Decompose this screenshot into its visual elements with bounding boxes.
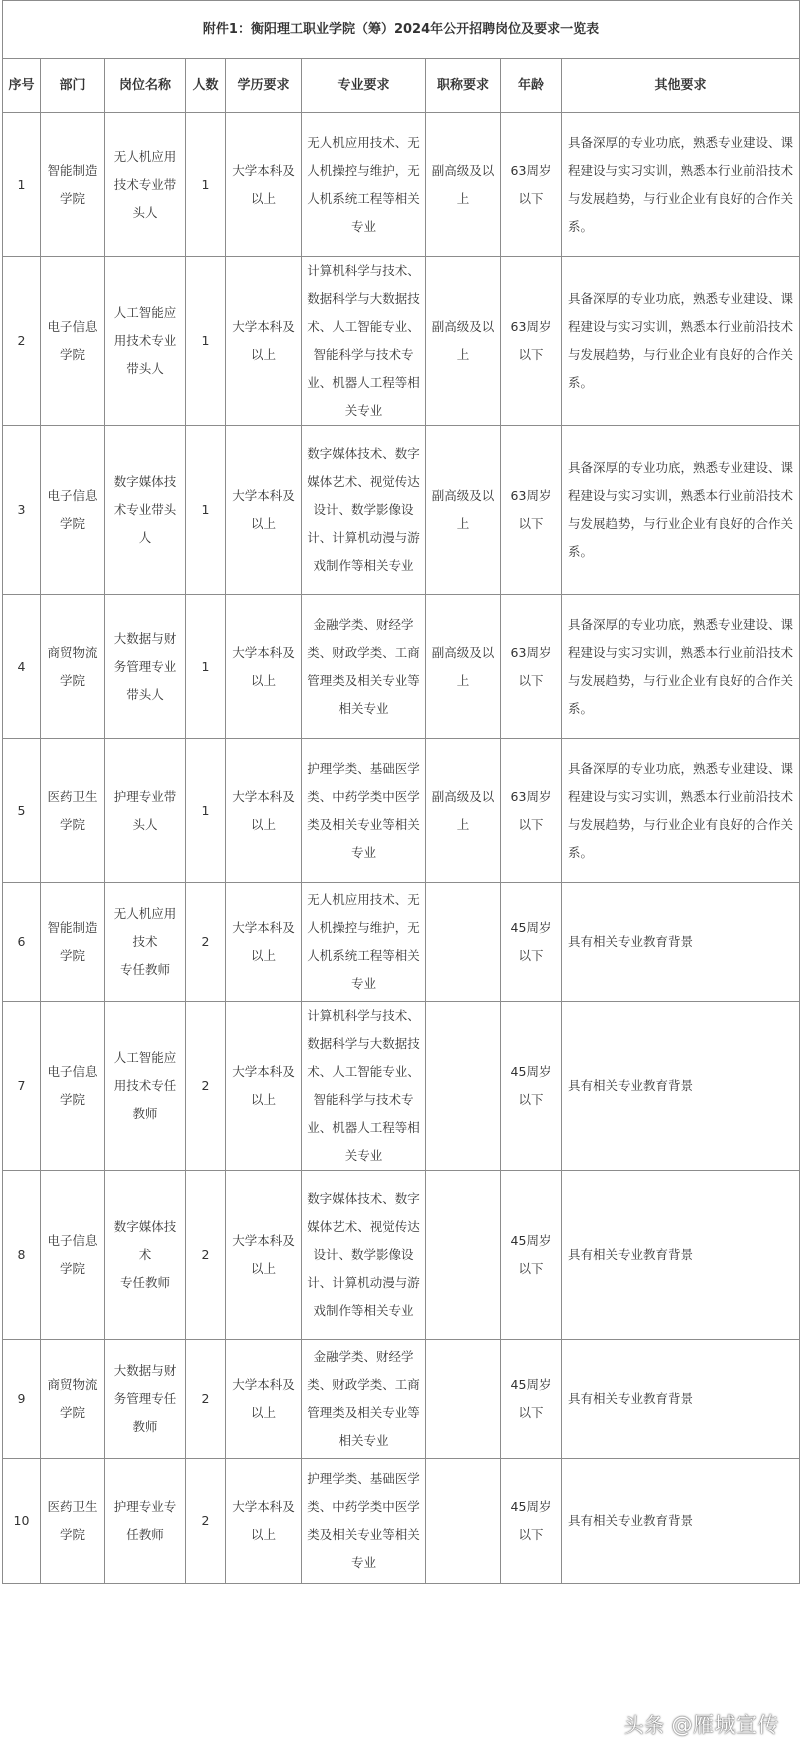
education-requirement: 大学本科及以上 — [226, 595, 302, 739]
education-requirement: 大学本科及以上 — [226, 1002, 302, 1171]
department: 智能制造学院 — [41, 113, 105, 257]
position-name: 大数据与财务管理专任教师 — [105, 1340, 186, 1459]
other-requirement: 具有相关专业教育背景 — [562, 1340, 800, 1459]
title-requirement: 副高级及以上 — [426, 595, 501, 739]
recruitment-table — [2, 0, 800, 1584]
age-requirement: 45周岁以下 — [501, 1340, 562, 1459]
major-requirement: 数字媒体技术、数字媒体艺术、视觉传达设计、数学影像设计、计算机动漫与游戏制作等相关专业 — [302, 1171, 426, 1340]
header-education: 学历要求 — [226, 59, 302, 113]
table-title: 附件1：衡阳理工职业学院（筹）2024年公开招聘岗位及要求一览表 — [3, 1, 800, 59]
age-requirement: 63周岁以下 — [501, 113, 562, 257]
headcount: 2 — [186, 1340, 226, 1459]
headcount: 1 — [186, 257, 226, 426]
title-requirement — [426, 883, 501, 1002]
header-position: 岗位名称 — [105, 59, 186, 113]
table-row — [3, 1002, 800, 1171]
department: 医药卫生学院 — [41, 739, 105, 883]
age-requirement: 45周岁以下 — [501, 1459, 562, 1584]
education-requirement: 大学本科及以上 — [226, 1171, 302, 1340]
header-row — [3, 59, 800, 113]
department: 电子信息学院 — [41, 257, 105, 426]
headcount: 1 — [186, 595, 226, 739]
position-name: 数字媒体技术 专任教师 — [105, 1171, 186, 1340]
table-row — [3, 1171, 800, 1340]
education-requirement: 大学本科及以上 — [226, 426, 302, 595]
header-age: 年龄 — [501, 59, 562, 113]
row-number: 6 — [3, 883, 41, 1002]
watermark-prefix: 头条 — [623, 1713, 665, 1737]
watermark — [624, 1709, 779, 1739]
other-requirement: 具有相关专业教育背景 — [562, 1459, 800, 1584]
education-requirement: 大学本科及以上 — [226, 1459, 302, 1584]
row-number: 4 — [3, 595, 41, 739]
table-row — [3, 113, 800, 257]
major-requirement: 护理学类、基础医学类、中药学类中医学类及相关专业等相关专业 — [302, 1459, 426, 1584]
other-requirement: 具备深厚的专业功底，熟悉专业建设、课程建设与实习实训，熟悉本行业前沿技术与发展趋势，与行业企业有良好的合作关系。 — [562, 739, 800, 883]
row-number: 5 — [3, 739, 41, 883]
position-name: 数字媒体技术专业带头人 — [105, 426, 186, 595]
education-requirement: 大学本科及以上 — [226, 257, 302, 426]
row-number: 7 — [3, 1002, 41, 1171]
header-other: 其他要求 — [562, 59, 800, 113]
department: 电子信息学院 — [41, 1002, 105, 1171]
other-requirement: 具有相关专业教育背景 — [562, 883, 800, 1002]
other-requirement: 具备深厚的专业功底，熟悉专业建设、课程建设与实习实训，熟悉本行业前沿技术与发展趋势，与行业企业有良好的合作关系。 — [562, 257, 800, 426]
major-requirement: 金融学类、财经学类、财政学类、工商管理类及相关专业等相关专业 — [302, 595, 426, 739]
major-requirement: 护理学类、基础医学类、中药学类中医学类及相关专业等相关专业 — [302, 739, 426, 883]
age-requirement: 63周岁以下 — [501, 257, 562, 426]
major-requirement: 计算机科学与技术、数据科学与大数据技术、人工智能专业、智能科学与技术专业、机器人工程等相关专业 — [302, 257, 426, 426]
headcount: 1 — [186, 426, 226, 595]
other-requirement: 具有相关专业教育背景 — [562, 1002, 800, 1171]
header-count: 人数 — [186, 59, 226, 113]
row-number: 1 — [3, 113, 41, 257]
other-requirement: 具备深厚的专业功底，熟悉专业建设、课程建设与实习实训，熟悉本行业前沿技术与发展趋势，与行业企业有良好的合作关系。 — [562, 595, 800, 739]
header-no: 序号 — [3, 59, 41, 113]
title-requirement: 副高级及以上 — [426, 426, 501, 595]
education-requirement: 大学本科及以上 — [226, 1340, 302, 1459]
major-requirement: 无人机应用技术、无人机操控与维护，无人机系统工程等相关专业 — [302, 113, 426, 257]
department: 电子信息学院 — [41, 1171, 105, 1340]
watermark-handle: @雁城宣传 — [671, 1713, 779, 1737]
education-requirement: 大学本科及以上 — [226, 883, 302, 1002]
position-name: 大数据与财务管理专业带头人 — [105, 595, 186, 739]
headcount: 2 — [186, 1459, 226, 1584]
major-requirement: 无人机应用技术、无人机操控与维护，无人机系统工程等相关专业 — [302, 883, 426, 1002]
header-title-req: 职称要求 — [426, 59, 501, 113]
position-name: 护理专业专任教师 — [105, 1459, 186, 1584]
title-requirement: 副高级及以上 — [426, 739, 501, 883]
position-name: 无人机应用技术专业带头人 — [105, 113, 186, 257]
table-row — [3, 257, 800, 426]
header-major: 专业要求 — [302, 59, 426, 113]
headcount: 2 — [186, 883, 226, 1002]
age-requirement: 63周岁以下 — [501, 595, 562, 739]
row-number: 3 — [3, 426, 41, 595]
table-row — [3, 883, 800, 1002]
major-requirement: 数字媒体技术、数字媒体艺术、视觉传达设计、数学影像设计、计算机动漫与游戏制作等相关专业 — [302, 426, 426, 595]
major-requirement: 计算机科学与技术、数据科学与大数据技术、人工智能专业、智能科学与技术专业、机器人工程等相关专业 — [302, 1002, 426, 1171]
age-requirement: 63周岁以下 — [501, 739, 562, 883]
recruitment-table-sheet — [2, 0, 799, 1584]
major-requirement: 金融学类、财经学类、财政学类、工商管理类及相关专业等相关专业 — [302, 1340, 426, 1459]
department: 电子信息学院 — [41, 426, 105, 595]
table-row — [3, 595, 800, 739]
department: 商贸物流学院 — [41, 595, 105, 739]
headcount: 1 — [186, 113, 226, 257]
title-requirement: 副高级及以上 — [426, 257, 501, 426]
headcount: 2 — [186, 1171, 226, 1340]
position-name: 人工智能应用技术专业带头人 — [105, 257, 186, 426]
row-number: 2 — [3, 257, 41, 426]
department: 智能制造学院 — [41, 883, 105, 1002]
row-number: 10 — [3, 1459, 41, 1584]
row-number: 8 — [3, 1171, 41, 1340]
other-requirement: 具备深厚的专业功底，熟悉专业建设、课程建设与实习实训，熟悉本行业前沿技术与发展趋势，与行业企业有良好的合作关系。 — [562, 113, 800, 257]
header-dept: 部门 — [41, 59, 105, 113]
table-row — [3, 739, 800, 883]
position-name: 无人机应用技术 专任教师 — [105, 883, 186, 1002]
title-requirement — [426, 1459, 501, 1584]
title-requirement — [426, 1002, 501, 1171]
other-requirement: 具有相关专业教育背景 — [562, 1171, 800, 1340]
headcount: 1 — [186, 739, 226, 883]
education-requirement: 大学本科及以上 — [226, 113, 302, 257]
title-requirement: 副高级及以上 — [426, 113, 501, 257]
department: 商贸物流学院 — [41, 1340, 105, 1459]
headcount: 2 — [186, 1002, 226, 1171]
other-requirement: 具备深厚的专业功底，熟悉专业建设、课程建设与实习实训，熟悉本行业前沿技术与发展趋势，与行业企业有良好的合作关系。 — [562, 426, 800, 595]
age-requirement: 45周岁以下 — [501, 883, 562, 1002]
age-requirement: 45周岁以下 — [501, 1171, 562, 1340]
age-requirement: 63周岁以下 — [501, 426, 562, 595]
table-row — [3, 426, 800, 595]
position-name: 护理专业带头人 — [105, 739, 186, 883]
department: 医药卫生学院 — [41, 1459, 105, 1584]
table-row — [3, 1459, 800, 1584]
age-requirement: 45周岁以下 — [501, 1002, 562, 1171]
position-name: 人工智能应用技术专任教师 — [105, 1002, 186, 1171]
title-requirement — [426, 1340, 501, 1459]
education-requirement: 大学本科及以上 — [226, 739, 302, 883]
title-requirement — [426, 1171, 501, 1340]
row-number: 9 — [3, 1340, 41, 1459]
table-row — [3, 1340, 800, 1459]
